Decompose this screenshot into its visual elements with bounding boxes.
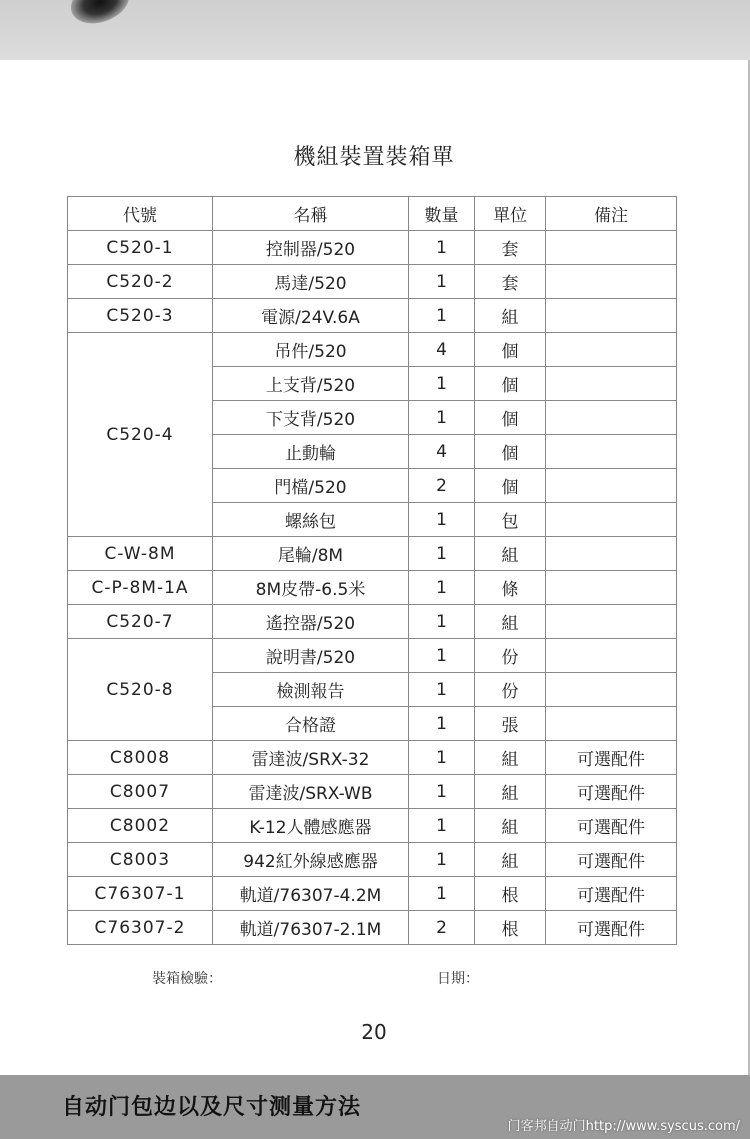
cell-name: 軌道/76307-2.1M (213, 911, 409, 945)
cell-unit: 組 (475, 741, 546, 775)
table-row (68, 605, 677, 639)
packing-table (67, 196, 677, 945)
cell-qty: 1 (409, 299, 475, 333)
cell-note (546, 333, 677, 367)
cell-note (546, 231, 677, 265)
table-row (68, 231, 677, 265)
cell-name: 942紅外線感應器 (213, 843, 409, 877)
cell-unit: 組 (475, 537, 546, 571)
cell-qty: 1 (409, 367, 475, 401)
cell-unit: 個 (475, 469, 546, 503)
cell-unit: 包 (475, 503, 546, 537)
header-code: 代號 (68, 197, 213, 231)
cell-code: C-W-8M (68, 537, 213, 571)
cell-name: 吊件/520 (213, 333, 409, 367)
cell-note: 可選配件 (546, 775, 677, 809)
cell-note: 可選配件 (546, 741, 677, 775)
cell-note (546, 401, 677, 435)
cell-qty: 1 (409, 503, 475, 537)
cell-qty: 1 (409, 775, 475, 809)
cell-name: 下支背/520 (213, 401, 409, 435)
cell-qty: 1 (409, 265, 475, 299)
cell-name: 合格證 (213, 707, 409, 741)
cell-unit: 根 (475, 911, 546, 945)
cell-name: 雷達波/SRX-WB (213, 775, 409, 809)
cell-unit: 組 (475, 775, 546, 809)
top-band (0, 0, 750, 60)
cell-unit: 份 (475, 673, 546, 707)
cell-name: 螺絲包 (213, 503, 409, 537)
cell-name: 上支背/520 (213, 367, 409, 401)
cell-qty: 1 (409, 673, 475, 707)
cell-name: 說明書/520 (213, 639, 409, 673)
table-row (68, 741, 677, 775)
cell-qty: 4 (409, 435, 475, 469)
cell-name: 檢測報告 (213, 673, 409, 707)
cell-name: 止動輪 (213, 435, 409, 469)
cell-note (546, 435, 677, 469)
cell-qty: 1 (409, 537, 475, 571)
cell-qty: 2 (409, 911, 475, 945)
cell-qty: 1 (409, 639, 475, 673)
cell-name: 馬達/520 (213, 265, 409, 299)
cell-unit: 組 (475, 299, 546, 333)
cell-qty: 1 (409, 707, 475, 741)
cell-qty: 1 (409, 741, 475, 775)
cell-unit: 個 (475, 333, 546, 367)
cell-code: C76307-1 (68, 877, 213, 911)
cell-note: 可選配件 (546, 809, 677, 843)
cell-unit: 份 (475, 639, 546, 673)
table-row (68, 639, 677, 673)
table-row (68, 843, 677, 877)
header-qty: 數量 (409, 197, 475, 231)
cell-code: C520-8 (68, 639, 213, 741)
header-name: 名稱 (213, 197, 409, 231)
table-row (68, 571, 677, 605)
document-page (0, 60, 750, 1075)
cell-note (546, 673, 677, 707)
cell-qty: 1 (409, 401, 475, 435)
bottom-banner (0, 1075, 750, 1139)
cell-code: C8007 (68, 775, 213, 809)
table-row (68, 265, 677, 299)
cell-name: 8M皮帶-6.5米 (213, 571, 409, 605)
page-number: 20 (361, 1020, 387, 1044)
cell-code: C8008 (68, 741, 213, 775)
cell-note: 可選配件 (546, 843, 677, 877)
cell-name: 門檔/520 (213, 469, 409, 503)
cell-note (546, 265, 677, 299)
cell-name: 軌道/76307-4.2M (213, 877, 409, 911)
cell-note (546, 605, 677, 639)
cell-code: C520-3 (68, 299, 213, 333)
cell-unit: 個 (475, 401, 546, 435)
date-label: 日期： (437, 971, 479, 987)
cell-unit: 個 (475, 367, 546, 401)
cell-unit: 組 (475, 809, 546, 843)
cell-code: C8003 (68, 843, 213, 877)
cell-code: C520-4 (68, 333, 213, 537)
cell-unit: 條 (475, 571, 546, 605)
cell-qty: 4 (409, 333, 475, 367)
cell-qty: 1 (409, 843, 475, 877)
cell-qty: 1 (409, 809, 475, 843)
inspection-label: 裝箱檢驗： (152, 971, 222, 987)
header-unit: 單位 (475, 197, 546, 231)
cell-note (546, 707, 677, 741)
cell-qty: 1 (409, 605, 475, 639)
cell-note: 可選配件 (546, 877, 677, 911)
cell-note (546, 469, 677, 503)
decorative-shadow (65, 0, 135, 31)
cell-unit: 張 (475, 707, 546, 741)
table-row (68, 877, 677, 911)
cell-qty: 1 (409, 877, 475, 911)
cell-name: 電源/24V.6A (213, 299, 409, 333)
cell-unit: 套 (475, 231, 546, 265)
cell-code: C520-7 (68, 605, 213, 639)
table-row (68, 775, 677, 809)
cell-note (546, 367, 677, 401)
cell-code: C76307-2 (68, 911, 213, 945)
cell-unit: 個 (475, 435, 546, 469)
cell-note: 可選配件 (546, 911, 677, 945)
cell-unit: 根 (475, 877, 546, 911)
cell-name: K-12人體感應器 (213, 809, 409, 843)
cell-note (546, 571, 677, 605)
cell-code: C8002 (68, 809, 213, 843)
cell-note (546, 639, 677, 673)
cell-unit: 組 (475, 843, 546, 877)
cell-unit: 套 (475, 265, 546, 299)
cell-name: 控制器/520 (213, 231, 409, 265)
cell-code: C520-2 (68, 265, 213, 299)
table-header-row (68, 197, 677, 231)
cell-code: C520-1 (68, 231, 213, 265)
table-row (68, 809, 677, 843)
cell-name: 尾輪/8M (213, 537, 409, 571)
table-body (68, 231, 677, 945)
cell-note (546, 537, 677, 571)
cell-code: C-P-8M-1A (68, 571, 213, 605)
cell-qty: 1 (409, 571, 475, 605)
cell-note (546, 503, 677, 537)
table-row (68, 911, 677, 945)
cell-qty: 2 (409, 469, 475, 503)
header-note: 備注 (546, 197, 677, 231)
cell-name: 雷達波/SRX-32 (213, 741, 409, 775)
table-row (68, 299, 677, 333)
watermark-text: 门客邦自动门http://www.syscus.com/ (507, 1119, 740, 1134)
cell-unit: 組 (475, 605, 546, 639)
cell-qty: 1 (409, 231, 475, 265)
cell-note (546, 299, 677, 333)
banner-title: 自动门包边以及尺寸测量方法 (62, 1095, 362, 1120)
table-row (68, 537, 677, 571)
table-row (68, 333, 677, 367)
page-title: 機組裝置裝箱單 (293, 145, 455, 170)
cell-name: 遙控器/520 (213, 605, 409, 639)
